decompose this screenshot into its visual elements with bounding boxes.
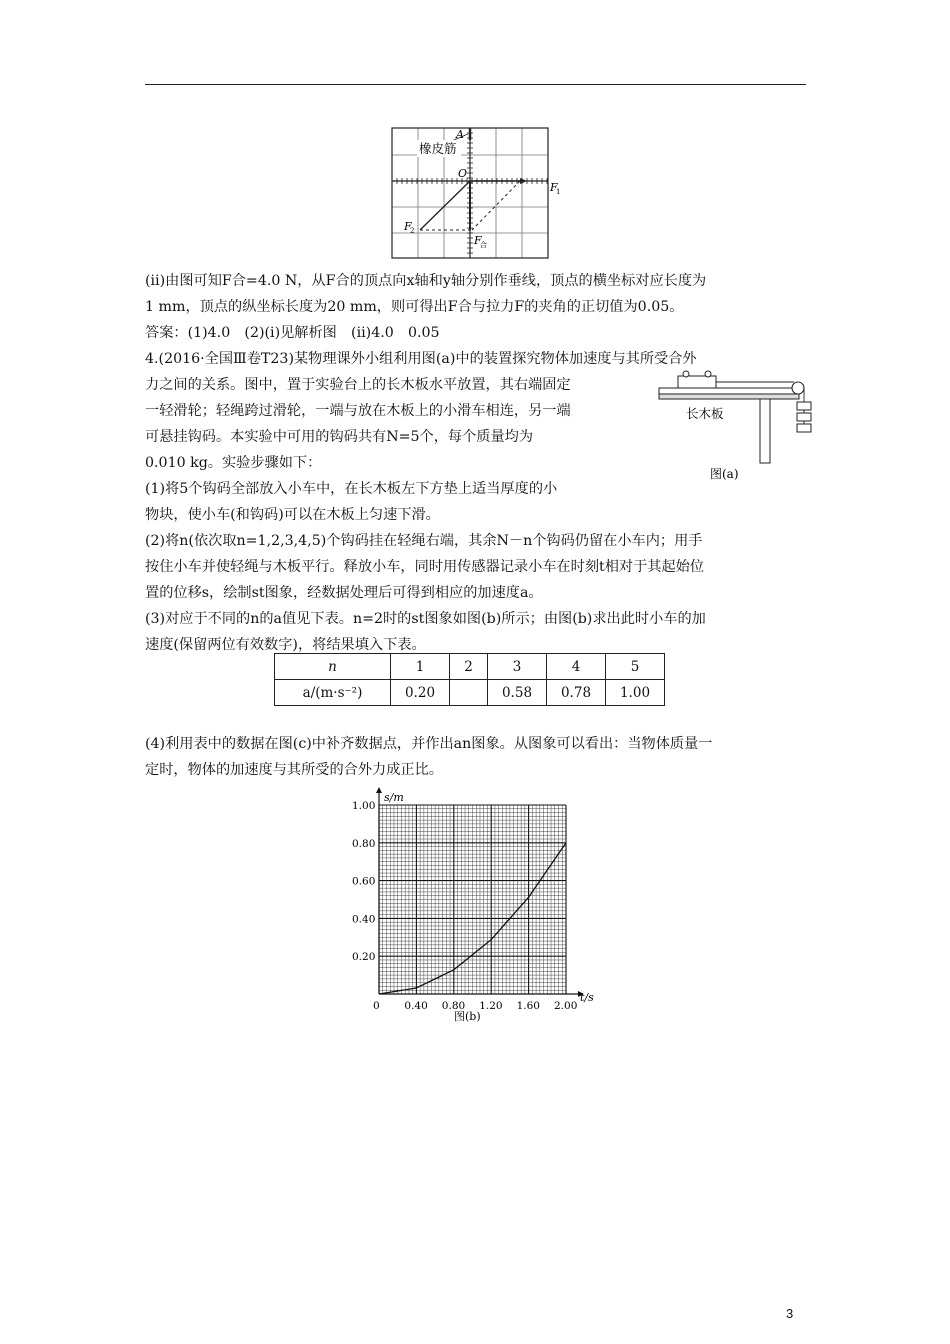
svg-text:F: F <box>550 181 558 194</box>
para-ii-line-2: 1 mm，顶点的纵坐标长度为20 mm，则可得出F合与拉力F的夹角的正切值为0.05。 <box>145 299 684 315</box>
step1-line-1: (1)将5个钩码全部放入小车中，在长木板左下方垫上适当厚度的小 <box>145 481 558 497</box>
y-tick-label: 0.60 <box>352 875 376 888</box>
para-ii-line-1: (ⅱ)由图可知F合=4.0 N，从F合的顶点向x轴和y轴分别作垂线，顶点的横坐标对应长度为 <box>145 273 707 289</box>
table-row: a/(m·s⁻²) 0.20 0.58 0.78 1.00 <box>275 680 665 706</box>
svg-text:F: F <box>474 234 482 247</box>
q4-line-3: 一轻滑轮；轻绳跨过滑轮，一端与放在木板上的小滑车相连，另一端 <box>145 403 571 419</box>
board-label: 长木板 <box>686 406 724 421</box>
y-tick-label: 0.40 <box>352 913 376 926</box>
svg-text:合: 合 <box>480 241 487 249</box>
y-axis-label: s/m <box>384 791 404 804</box>
rubber-band-label: 橡皮筋 <box>419 141 457 156</box>
svg-text:O: O <box>458 167 468 180</box>
y-tick-label: 0.20 <box>352 951 376 964</box>
step1-line-2: 物块，使小车(和钩码)可以在木板上匀速下滑。 <box>145 507 440 523</box>
q4-line-1: 4.(2016·全国Ⅲ卷T23)某物理课外小组利用图(a)中的装置探究物体加速度与其所受合外 <box>145 351 697 367</box>
step3-line-1: (3)对应于不同的n的a值见下表。n=2时的st图象如图(b)所示；由图(b)求出此时小车的加 <box>145 611 706 627</box>
force-diagram <box>390 126 562 262</box>
apparatus-figure <box>656 366 821 486</box>
step2-line-2: 按住小车并使轻绳与木板平行。释放小车，同时用传感器记录小车在时刻t相对于其起始位 <box>145 559 705 575</box>
svg-text:A: A <box>456 128 464 141</box>
chart-caption: 图(b) <box>454 1010 481 1023</box>
x-tick-label: 1.60 <box>516 1000 540 1012</box>
y-tick-label: 1.00 <box>352 800 376 812</box>
step3-line-2: 速度(保留两位有效数字)，将结果填入下表。 <box>145 637 426 653</box>
q4-line-2: 力之间的关系。图中，置于实验台上的长木板水平放置，其右端固定 <box>145 377 571 393</box>
x-tick-label: 0 <box>373 1000 380 1012</box>
fig-a-caption: 图(a) <box>710 467 739 481</box>
x-tick-label: 2.00 <box>554 1000 578 1012</box>
q4-line-5: 0.010 kg。实验步骤如下： <box>145 455 322 471</box>
step4-line-2: 定时，物体的加速度与其所受的合外力成正比。 <box>145 762 443 778</box>
table-header-row: n 1 2 3 4 5 <box>275 654 665 680</box>
st-chart <box>346 787 616 1025</box>
x-tick-label: 1.20 <box>479 1000 503 1012</box>
header-rule <box>145 84 806 85</box>
svg-text:F: F <box>404 220 412 233</box>
page-number: 3 <box>786 1306 794 1321</box>
x-tick-label: 0.40 <box>404 1000 428 1012</box>
step4-line-1: (4)利用表中的数据在图(c)中补齐数据点，并作出an图象。从图象可以看出：当物体质量一 <box>145 736 713 752</box>
step2-line-3: 置的位移s，绘制st图象，经数据处理后可得到相应的加速度a。 <box>145 585 543 601</box>
f2-vector <box>420 181 470 230</box>
svg-text:2: 2 <box>410 227 415 235</box>
y-tick-label: 0.80 <box>352 837 376 850</box>
step2-line-1: (2)将n(依次取n=1,2,3,4,5)个钩码挂在轻绳右端，其余N－n个钩码仍留在小车内；用手 <box>145 533 703 549</box>
x-tick-label: 0.80 <box>441 1000 466 1012</box>
acceleration-table <box>274 653 665 706</box>
svg-text:1: 1 <box>556 188 561 196</box>
x-axis-label: t/s <box>580 991 594 1004</box>
answer-line: 答案：(1)4.0 (2)(ⅰ)见解析图 (ⅱ)4.0 0.05 <box>145 325 440 341</box>
q4-line-4: 可悬挂钩码。本实验中可用的钩码共有N=5个，每个质量均为 <box>145 429 534 445</box>
